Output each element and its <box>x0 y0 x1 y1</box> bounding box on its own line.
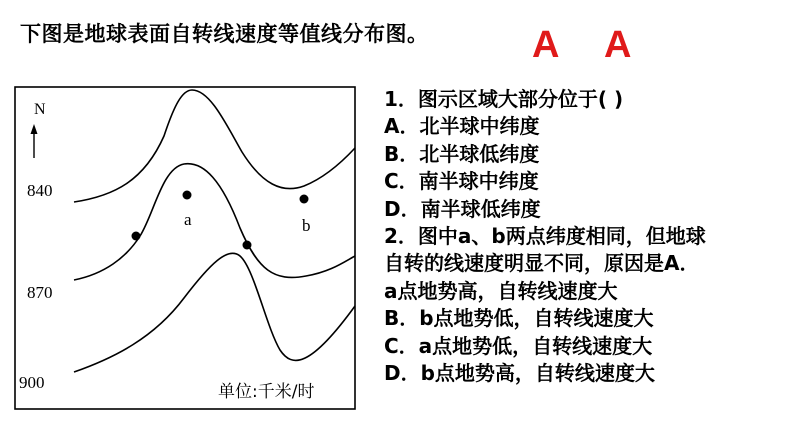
point-label-a: a <box>184 210 192 229</box>
page-title: 下图是地球表面自转线速度等值线分布图。 <box>20 22 429 46</box>
question-2-cont: 自转的线速度明显不同，原因是A． <box>384 251 700 276</box>
option-1c: C．南半球中纬度 <box>384 169 539 194</box>
question-1: 1．图示区域大部分位于( ) <box>384 87 624 111</box>
option-2a-text: a点地势高，自转线速度大 <box>384 278 618 303</box>
unit-label: 单位:千米/时 <box>218 382 315 402</box>
contour-label-840: 840 <box>27 181 53 200</box>
north-arrow-icon <box>31 124 38 158</box>
option-1d: D．南半球低纬度 <box>384 196 541 221</box>
option-1b: B．北半球低纬度 <box>384 141 540 166</box>
point-left <box>132 232 141 241</box>
option-2b: B．b点地势低，自转线速度大 <box>384 306 654 331</box>
option-1a: A．北半球中纬度 <box>384 114 540 139</box>
contour-label-900: 900 <box>19 373 45 392</box>
option-2d: D．b点地势高，自转线速度大 <box>384 361 655 386</box>
point-label-b: b <box>302 216 311 235</box>
answer-1: A <box>532 24 560 66</box>
question-block <box>384 86 784 387</box>
point-a <box>183 191 192 200</box>
answer-2: A <box>604 24 632 66</box>
contour-line-840 <box>74 90 355 202</box>
point-b <box>300 195 309 204</box>
north-label: N <box>34 101 46 118</box>
contour-line-900 <box>74 253 355 372</box>
question-2: 2．图中a、b两点纬度相同，但地球 <box>384 224 706 249</box>
point-right <box>243 241 252 250</box>
option-2c: C．a点地势低，自转线速度大 <box>384 333 653 358</box>
contour-label-870: 870 <box>27 283 53 302</box>
contour-map <box>14 86 356 410</box>
map-frame <box>15 87 355 409</box>
